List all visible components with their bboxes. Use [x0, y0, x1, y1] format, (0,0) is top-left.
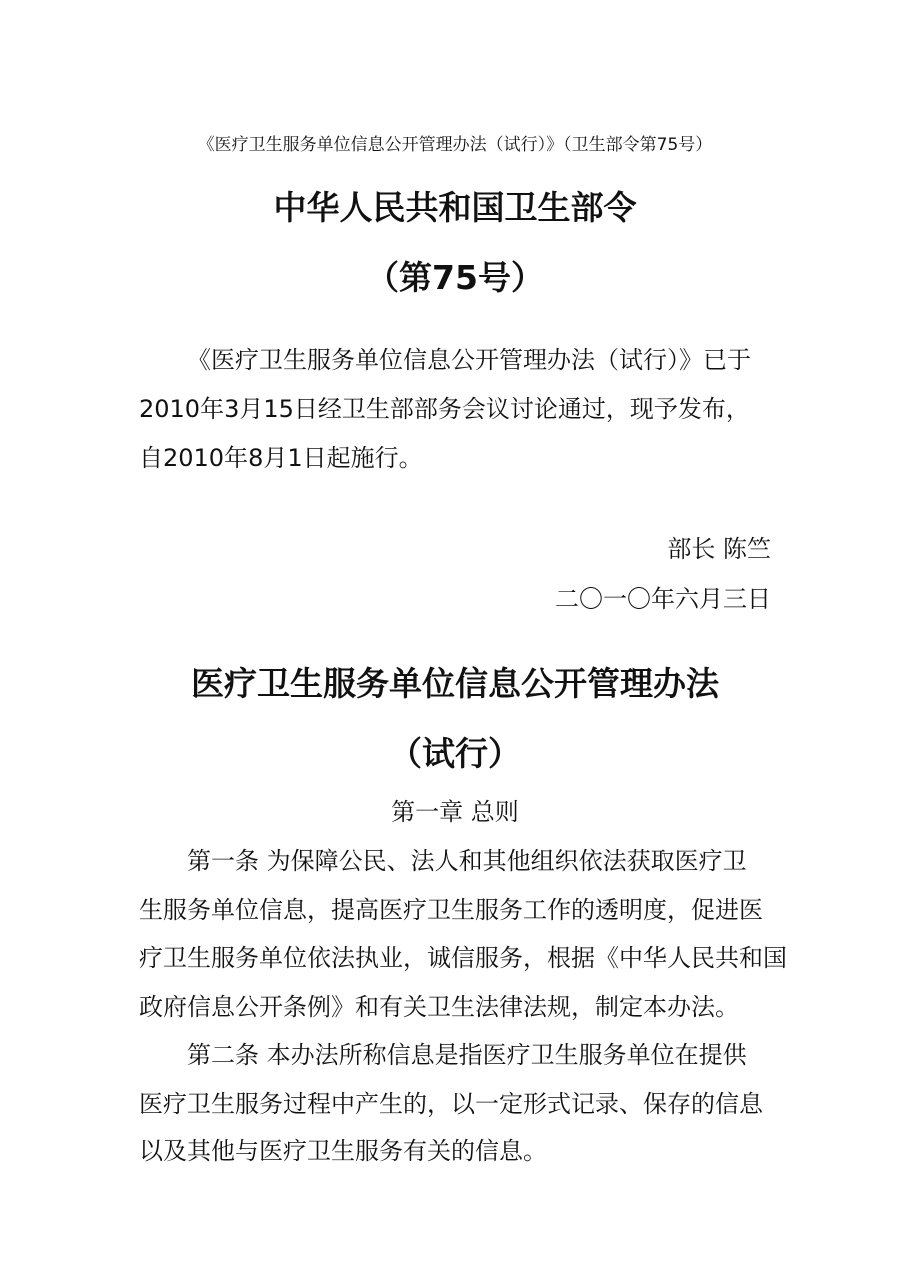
- article-line: 疗卫生服务单位依法执业，诚信服务，根据《中华人民共和国: [139, 944, 787, 972]
- article-line: 生服务单位信息，提高医疗卫生服务工作的透明度，促进医: [139, 896, 763, 924]
- order-number: （第75号）: [366, 258, 544, 297]
- article-line: 以及其他与医疗卫生服务有关的信息。: [139, 1137, 547, 1165]
- decree-line: 《医疗卫生服务单位信息公开管理办法（试行）》已于: [187, 346, 751, 374]
- article-line: 政府信息公开条例》和有关卫生法律法规，制定本办法。: [139, 993, 739, 1021]
- order-title: 中华人民共和国卫生部令: [273, 188, 637, 227]
- article-line: 第二条 本办法所称信息是指医疗卫生服务单位在提供: [187, 1041, 747, 1069]
- signing-date: 二〇一〇年六月三日: [555, 585, 771, 613]
- decree-line: 2010年3月15日经卫生部部务会议讨论通过，现予发布，: [139, 395, 750, 423]
- chapter-heading: 第一章 总则: [391, 798, 519, 826]
- measures-subtitle: （试行）: [389, 734, 521, 773]
- article-line: 第一条 为保障公民、法人和其他组织依法获取医疗卫: [187, 847, 747, 875]
- decree-line: 自2010年8月1日起施行。: [139, 444, 423, 472]
- document-caption: 《医疗卫生服务单位信息公开管理办法（试行）》（卫生部令第75号）: [197, 135, 713, 155]
- article-line: 医疗卫生服务过程中产生的，以一定形式记录、保存的信息: [139, 1090, 763, 1118]
- measures-title: 医疗卫生服务单位信息公开管理办法: [191, 664, 719, 703]
- signatory: 部长 陈竺: [667, 535, 771, 563]
